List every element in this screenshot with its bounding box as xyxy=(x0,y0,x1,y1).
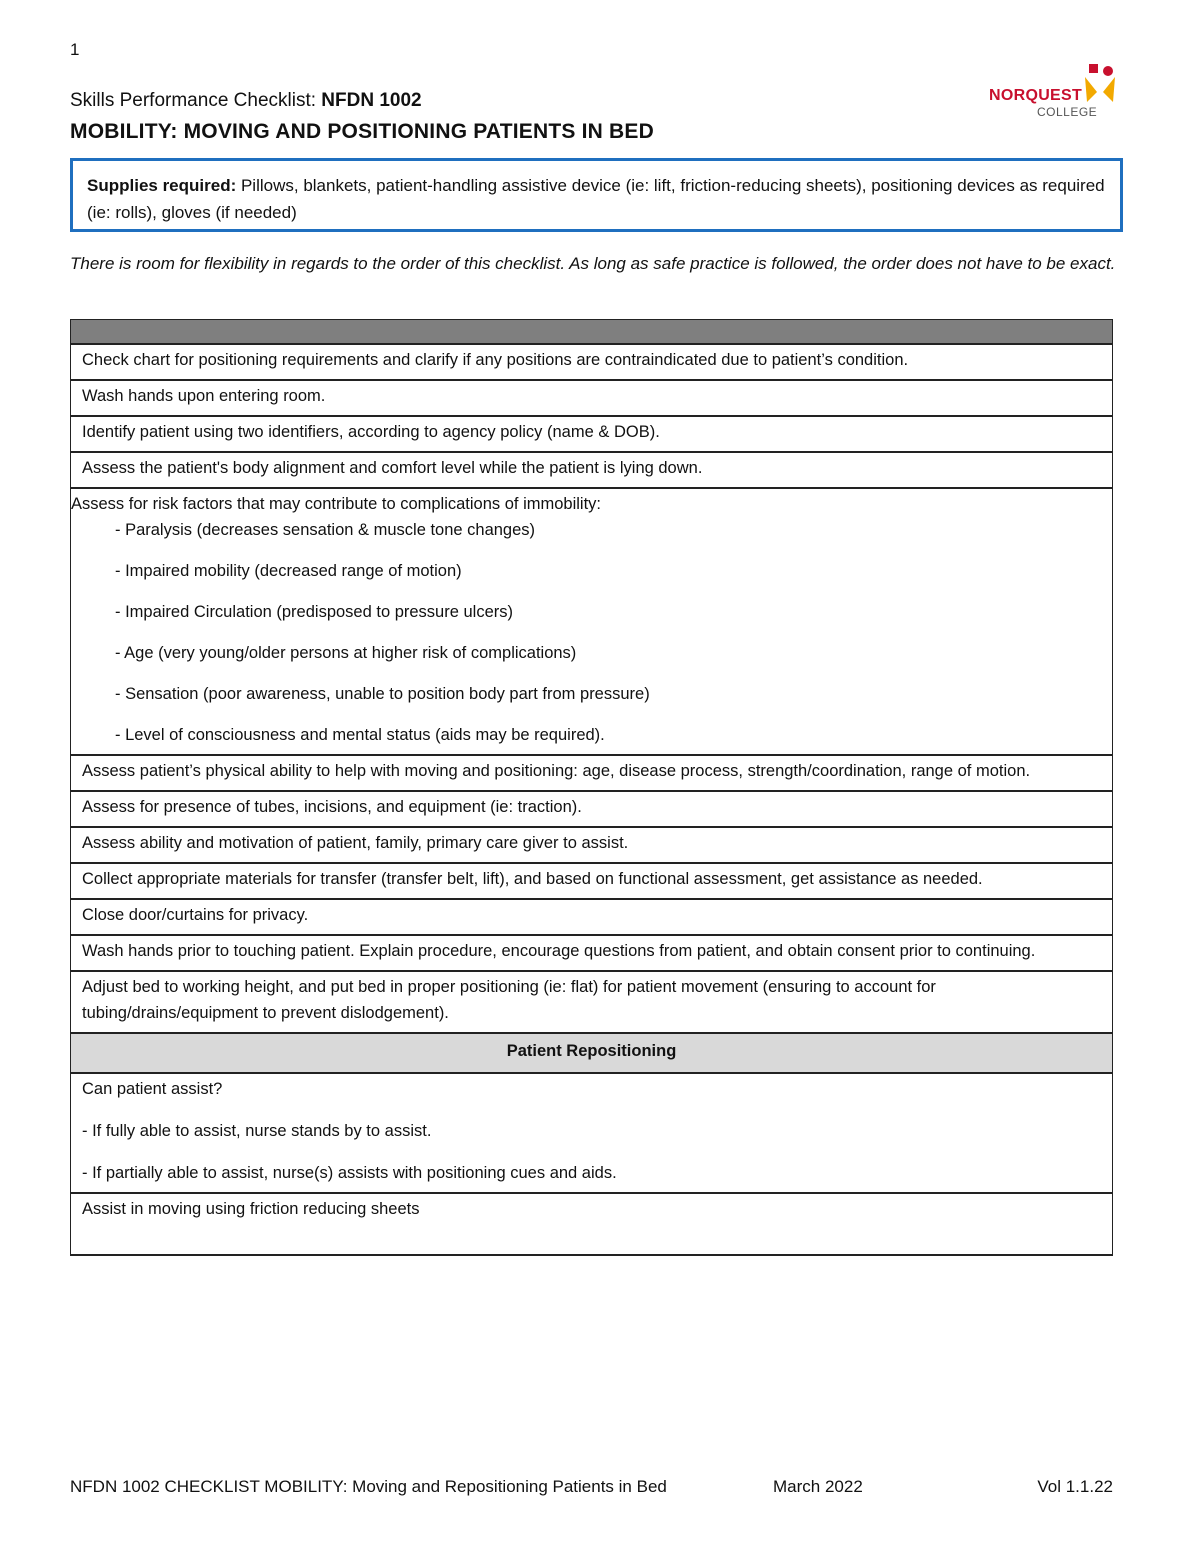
step-adjust-bed: Adjust bed to working height, and put bed in proper positioning (ie: flat) for patient movement (ensuring to account for tubing/drains/equipment to prevent dislodgement). xyxy=(71,971,1113,1033)
table-row xyxy=(71,380,1113,416)
table-row xyxy=(71,452,1113,488)
risk-item: - Age (very young/older persons at higher risk of complications) xyxy=(115,644,577,662)
supplies-box xyxy=(70,158,1123,232)
page-number: 1 xyxy=(70,40,80,59)
table-row xyxy=(71,899,1113,935)
course-code: NFDN 1002 xyxy=(321,90,422,111)
step-collect-materials: Collect appropriate materials for transfer (transfer belt, lift), and based on functional assessment, get assistance as needed. xyxy=(71,863,1113,899)
step-assess-motivation: Assess ability and motivation of patient, family, primary care giver to assist. xyxy=(71,827,1113,863)
step-wash-hands-explain: Wash hands prior to touching patient. Explain procedure, encourage questions from patient, and obtain consent prior to continuing. xyxy=(71,935,1113,971)
logo-mark-icon xyxy=(1083,64,1117,104)
college-logo xyxy=(985,62,1120,122)
document-title: MOBILITY: MOVING AND POSITIONING PATIENTS IN BED xyxy=(70,120,654,143)
assist-question: Can patient assist? xyxy=(82,1080,223,1098)
footer-date: March 2022 xyxy=(773,1477,863,1496)
logo-subtext: COLLEGE xyxy=(1037,105,1098,119)
flexibility-note: There is room for flexibility in regards to the order of this checklist. As long as safe practice is followed, the order does not have to be exact. xyxy=(70,254,1116,273)
step-friction-sheets: Assist in moving using friction reducing sheets xyxy=(71,1193,1113,1255)
subtitle-prefix: Skills Performance Checklist: xyxy=(70,90,322,111)
step-wash-hands-entering: Wash hands upon entering room. xyxy=(71,380,1113,416)
table-row xyxy=(71,416,1113,452)
step-assess-alignment: Assess the patient's body alignment and comfort level while the patient is lying down. xyxy=(71,452,1113,488)
checklist-table xyxy=(70,319,1113,1256)
risk-lead-text: Assess for risk factors that may contribute to complications of immobility: xyxy=(71,495,602,513)
section-patient-repositioning: Patient Repositioning xyxy=(71,1033,1113,1073)
step-check-chart: Check chart for positioning requirements and clarify if any positions are contraindicated due to patient’s condition. xyxy=(71,344,1113,380)
table-row xyxy=(71,755,1113,791)
risk-item: - Impaired Circulation (predisposed to pressure ulcers) xyxy=(115,603,513,621)
table-row xyxy=(71,488,1113,755)
supplies-label: Supplies required: xyxy=(87,176,237,195)
footer-course-title: NFDN 1002 CHECKLIST MOBILITY: Moving and Repositioning Patients in Bed xyxy=(70,1477,667,1496)
table-row xyxy=(71,344,1113,380)
step-assess-physical-ability: Assess patient’s physical ability to help with moving and positioning: age, disease process, strength/coordination, range of motion. xyxy=(71,755,1113,791)
table-row xyxy=(71,935,1113,971)
assist-full: - If fully able to assist, nurse stands by to assist. xyxy=(82,1122,432,1140)
table-row xyxy=(71,971,1113,1033)
table-row xyxy=(71,791,1113,827)
table-row xyxy=(71,863,1113,899)
document-subtitle xyxy=(70,90,422,112)
footer-version: Vol 1.1.22 xyxy=(1037,1477,1113,1496)
risk-item: - Paralysis (decreases sensation & muscle tone changes) xyxy=(115,521,536,539)
risk-item: - Impaired mobility (decreased range of motion) xyxy=(115,562,462,580)
risk-item: - Sensation (poor awareness, unable to position body part from pressure) xyxy=(115,685,650,703)
section-header-row xyxy=(71,1033,1113,1073)
step-assess-tubes: Assess for presence of tubes, incisions, and equipment (ie: traction). xyxy=(71,791,1113,827)
step-identify-patient: Identify patient using two identifiers, according to agency policy (name & DOB). xyxy=(71,416,1113,452)
table-row xyxy=(71,1073,1113,1193)
step-close-door: Close door/curtains for privacy. xyxy=(71,899,1113,935)
step-can-patient-assist xyxy=(71,1073,1113,1193)
table-row xyxy=(71,827,1113,863)
logo-wordmark: NORQUEST xyxy=(989,87,1083,104)
table-row xyxy=(71,1193,1113,1255)
assist-partial: - If partially able to assist, nurse(s) assists with positioning cues and aids. xyxy=(82,1164,617,1182)
risk-item: - Level of consciousness and mental status (aids may be required). xyxy=(115,726,605,744)
step-assess-risk-factors xyxy=(71,488,1113,755)
supplies-text: Pillows, blankets, patient-handling assistive device (ie: lift, friction-reducing sheets), positioning devices as required (ie: rolls), gloves (if needed) xyxy=(87,176,1105,222)
table-header-row xyxy=(71,320,1113,345)
